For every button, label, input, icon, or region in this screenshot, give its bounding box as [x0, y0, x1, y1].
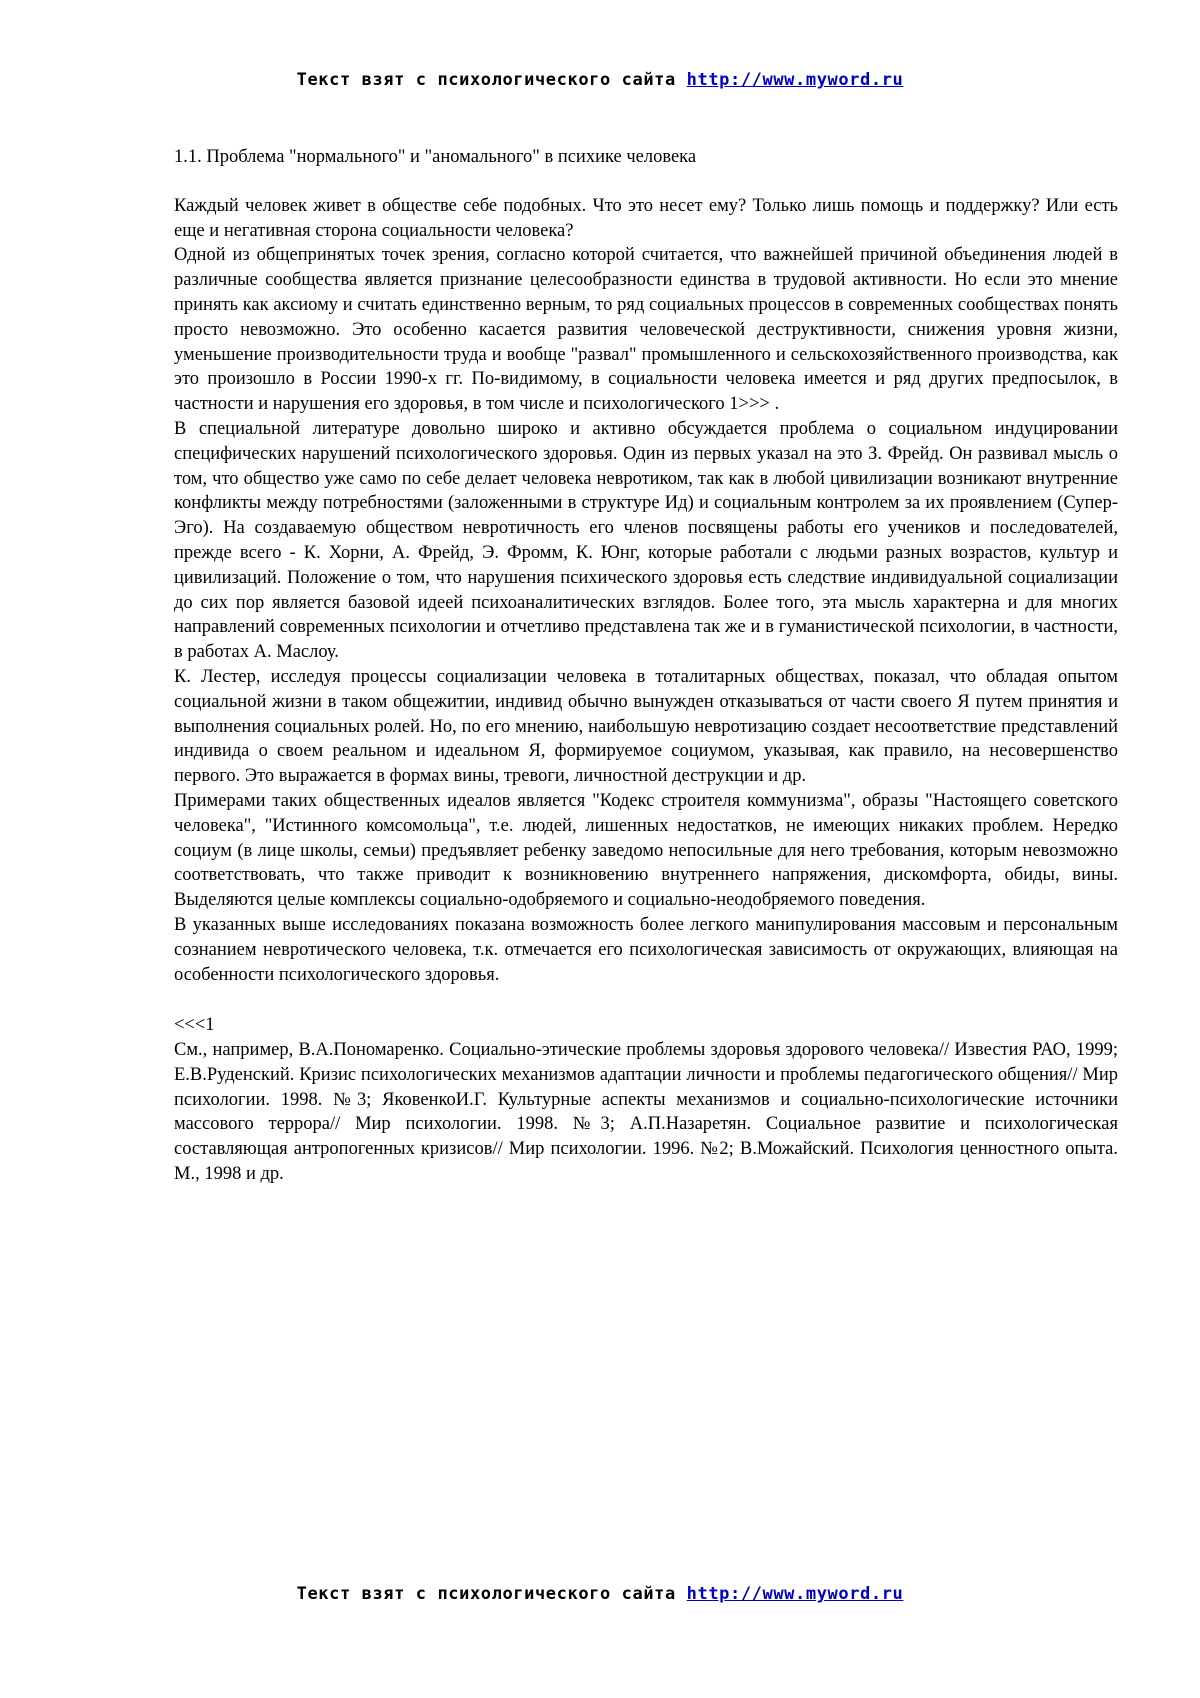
document-body	[174, 145, 1118, 1187]
paragraph-4: К. Лестер, исследуя процессы социализации человека в тоталитарных обществах, показал, что обладая опытом социальной жизни в таком общежитии, индивид обычно вынужден отказываться от части своего Я путем принятия и выполнения социальных ролей. Но, по его мнению, наибольшую невротизацию создает несоответствие представлений индивида о своем реальном и идеальном Я, формируемое социумом, указывая, как правило, на несовершенство первого. Это выражается в формах вины, тревоги, личностной деструкции и др.	[174, 665, 1118, 789]
page-footer	[0, 1584, 1200, 1604]
header-source-text: Текст взят с психологического сайта	[297, 70, 687, 90]
paragraph-2: Одной из общепринятых точек зрения, согласно которой считается, что важнейшей причиной объединения людей в различные сообщества является признание целесообразности единства в трудовой активности. Но если это мнение принять как аксиому и считать единственно верным, то ряд социальных процессов в современных сообществах понять просто невозможно. Это особенно касается развития человеческой деструктивности, снижения уровня жизни, уменьшение производительности труда и вообще "развал" промышленного и сельскохозяйственного производства, как это произошло в России 1990-х гг. По-видимому, в социальности человека имеется и ряд других предпосылок, в частности и нарушения его здоровья, в том числе и психологического 1>>> .	[174, 243, 1118, 417]
paragraph-1: Каждый человек живет в обществе себе подобных. Что это несет ему? Только лишь помощь и поддержку? Или есть еще и негативная сторона социальности человека?	[174, 194, 1118, 244]
footnote-marker: <<<1	[174, 1013, 1118, 1038]
section-title: 1.1. Проблема "нормального" и "аномального" в психике человека	[174, 145, 1118, 170]
paragraph-6: В указанных выше исследованиях показана возможность более легкого манипулирования массовым и персональным сознанием невротического человека, т.к. отмечается его психологическая зависимость от окружающих, влияющая на особенности психологического здоровья.	[174, 913, 1118, 987]
footer-source-text: Текст взят с психологического сайта	[297, 1584, 687, 1604]
paragraph-5: Примерами таких общественных идеалов является "Кодекс строителя коммунизма", образы "Настоящего советского человека", "Истинного комсомольца", т.е. людей, лишенных недостатков, не имеющих никаких проблем. Нередко социум (в лице школы, семьи) предъявляет ребенку заведомо непосильные для него требования, которым невозможно соответствовать, что также приводит к возникновению внутреннего напряжения, дискомфорта, обиды, вины. Выделяются целые комплексы социально-одобряемого и социально-неодобряемого поведения.	[174, 789, 1118, 913]
page-header	[0, 70, 1200, 90]
header-site-link[interactable]: http://www.myword.ru	[687, 70, 904, 90]
footnote-text: См., например, В.А.Пономаренко. Социально-этические проблемы здоровья здорового человека// Известия РАО, 1999; Е.В.Руденский. Кризис психологических механизмов адаптации личности и проблемы педагогического общения// Мир психологии. 1998. №3; ЯковенкоИ.Г. Культурные аспекты механизмов и социально-психологические источники массового террора// Мир психологии. 1998. №3; А.П.Назаретян. Социальное развитие и психологическая составляющая антропогенных кризисов// Мир психологии. 1996. №2; В.Можайский. Психология ценностного опыта. М., 1998 и др.	[174, 1038, 1118, 1187]
footer-site-link[interactable]: http://www.myword.ru	[687, 1584, 904, 1604]
paragraph-3: В специальной литературе довольно широко и активно обсуждается проблема о социальном индуцировании специфических нарушений психологического здоровья. Один из первых указал на это З. Фрейд. Он развивал мысль о том, что общество уже само по себе делает человека невротиком, так как в любой цивилизации возникают внутренние конфликты между потребностями (заложенными в структуре Ид) и социальным контролем за их проявлением (Супер-Эго). На создаваемую обществом невротичность его членов посвящены работы его учеников и последователей, прежде всего - К. Хорни, А. Фрейд, Э. Фромм, К. Юнг, которые работали с людьми разных возрастов, культур и цивилизаций. Положение о том, что нарушения психического здоровья есть следствие индивидуальной социализации до сих пор является базовой идеей психоаналитических взглядов. Более того, эта мысль характерна и для многих направлений современных психологии и отчетливо представлена так же и в гуманистической психологии, в частности, в работах А. Маслоу.	[174, 417, 1118, 665]
